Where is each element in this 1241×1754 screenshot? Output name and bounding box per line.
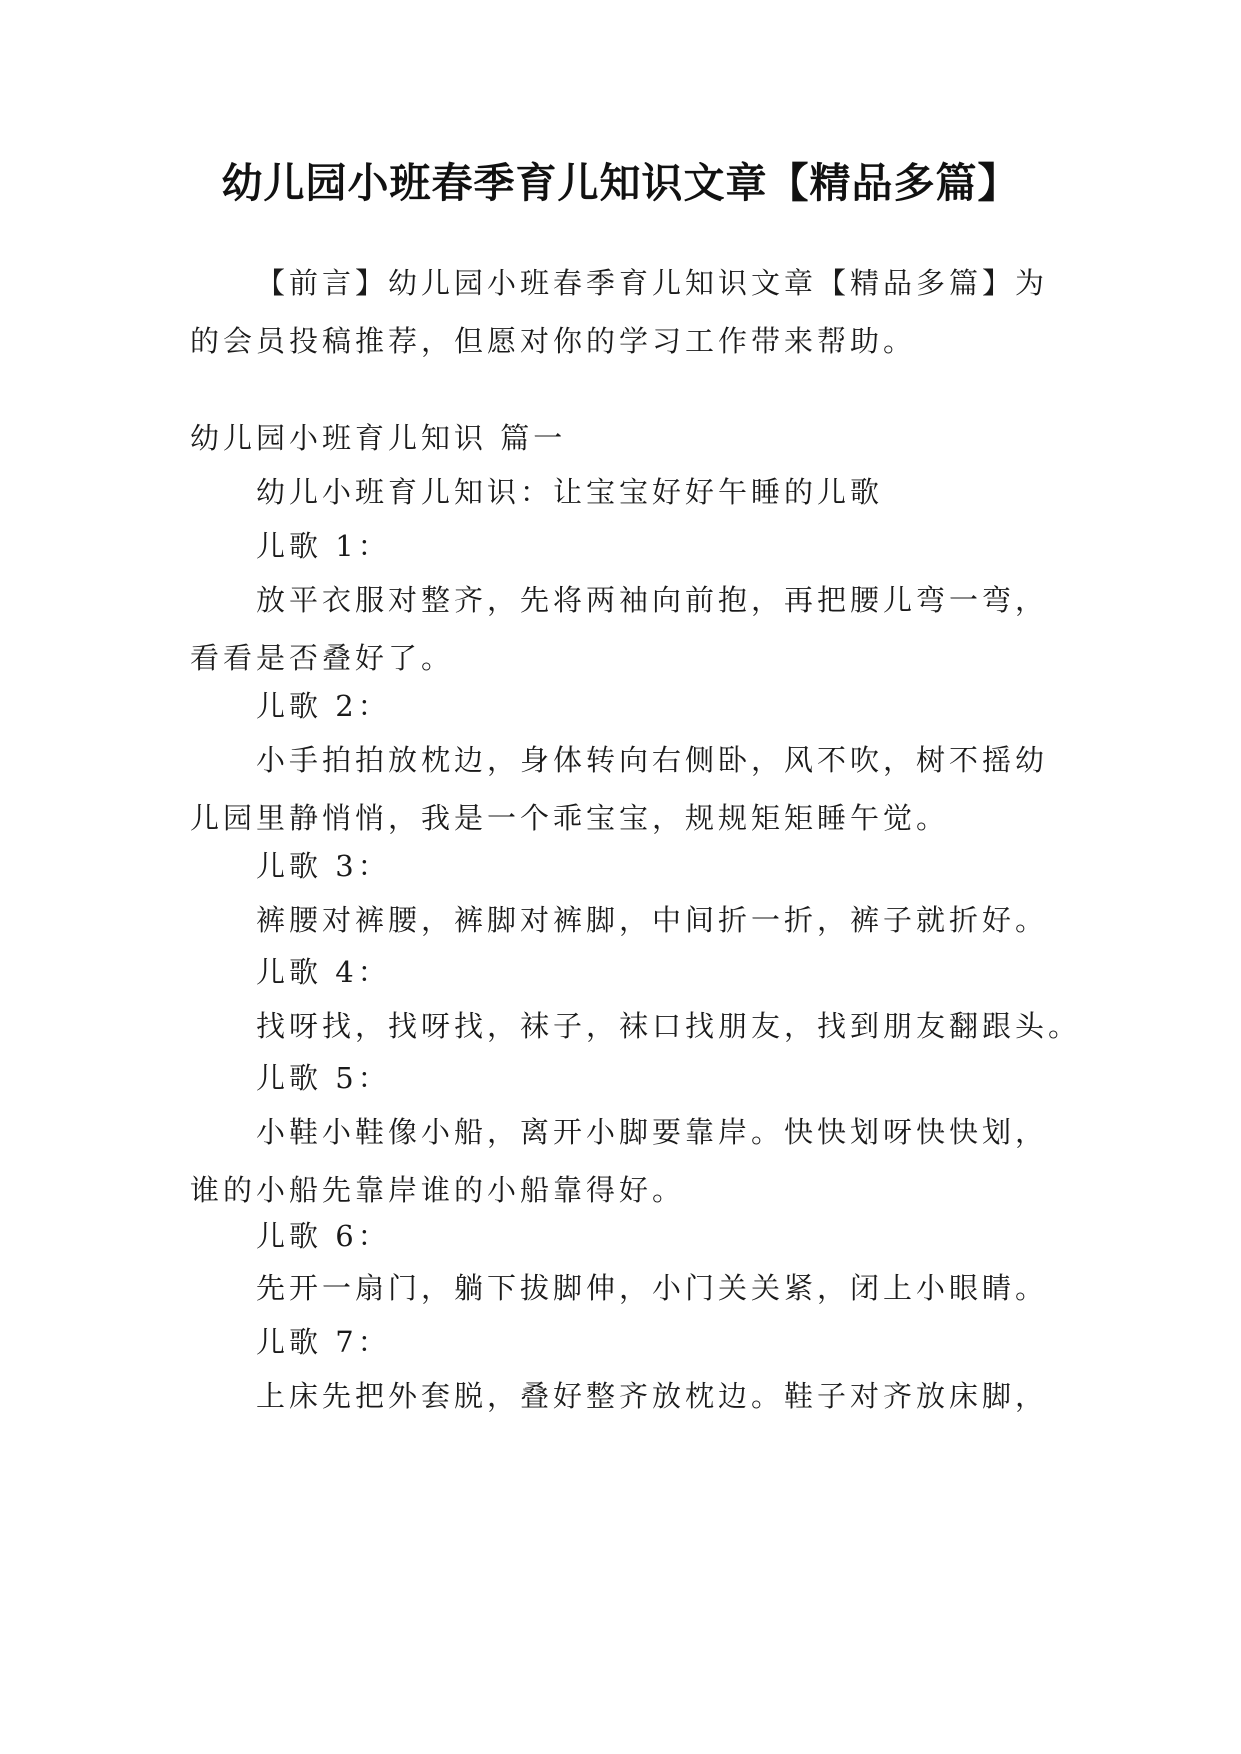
song-3-text: 裤腰对裤腰，裤脚对裤脚，中间折一折，裤子就折好。 bbox=[256, 903, 1049, 937]
song-2-text: 小手拍拍放枕边，身体转向右侧卧，风不吹，树不摇幼儿园里静悄悄，我是一个乖宝宝，规规矩矩睡午觉。 bbox=[190, 743, 1049, 835]
song-3-label: 儿歌 3： bbox=[256, 849, 391, 883]
preface-paragraph: 【前言】幼儿园小班春季育儿知识文章【精品多篇】为的会员投稿推荐，但愿对你的学习工作带来帮助。 bbox=[190, 266, 1049, 358]
page-title: 幼儿园小班春季育儿知识文章【精品多篇】 bbox=[221, 159, 1020, 207]
song-1-label: 儿歌 1： bbox=[256, 529, 391, 563]
song-2-label: 儿歌 2： bbox=[256, 689, 391, 723]
song-1-text: 放平衣服对整齐，先将两袖向前抱，再把腰儿弯一弯，看看是否叠好了。 bbox=[190, 583, 1049, 675]
song-4-text: 找呀找，找呀找，袜子，袜口找朋友，找到朋友翻跟头。 bbox=[256, 1009, 1082, 1043]
song-4-label: 儿歌 4： bbox=[256, 955, 391, 989]
song-6-text: 先开一扇门，躺下拔脚伸，小门关关紧，闭上小眼睛。 bbox=[256, 1271, 1049, 1305]
section-heading: 幼儿园小班育儿知识 篇一 bbox=[190, 421, 567, 455]
article-subtitle: 幼儿小班育儿知识：让宝宝好好午睡的儿歌 bbox=[256, 475, 884, 509]
song-7-label: 儿歌 7： bbox=[256, 1325, 391, 1359]
song-7-text: 上床先把外套脱，叠好整齐放枕边。鞋子对齐放床脚， bbox=[256, 1379, 1049, 1413]
song-5-text: 小鞋小鞋像小船，离开小脚要靠岸。快快划呀快快划，谁的小船先靠岸谁的小船靠得好。 bbox=[190, 1115, 1049, 1207]
song-6-label: 儿歌 6： bbox=[256, 1219, 391, 1253]
song-5-label: 儿歌 5： bbox=[256, 1061, 391, 1095]
